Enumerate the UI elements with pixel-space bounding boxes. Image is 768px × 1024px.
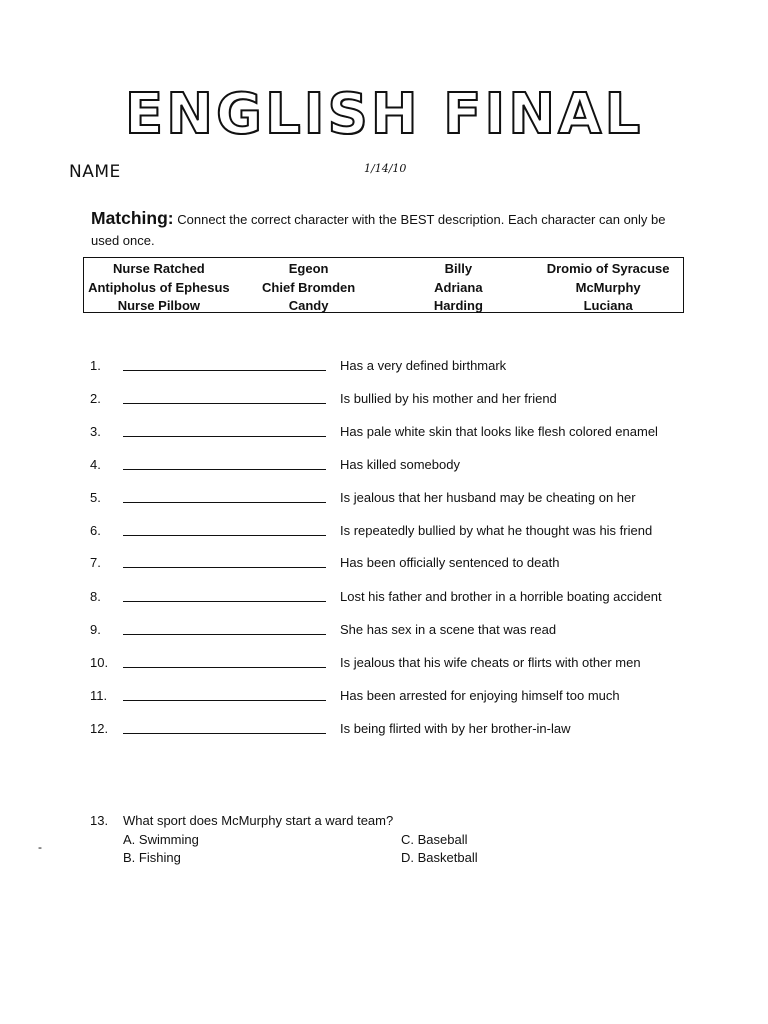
question-number: 8.: [90, 589, 101, 604]
word-bank-cell: Antipholus of Ephesus: [88, 279, 230, 295]
answer-blank[interactable]: [123, 469, 326, 470]
word-bank-cell: Candy: [288, 298, 329, 313]
word-bank-cell: Egeon: [288, 261, 329, 276]
option-a[interactable]: A. Swimming: [123, 832, 199, 847]
word-bank-cell: Harding: [433, 298, 483, 313]
word-bank: [83, 257, 684, 313]
answer-blank[interactable]: [123, 370, 326, 371]
word-bank-cell: Luciana: [583, 298, 633, 313]
stray-mark: -: [38, 840, 42, 854]
question-description: Has been arrested for enjoying himself too much: [340, 688, 620, 703]
date: 1/14/10: [364, 162, 407, 175]
option-c[interactable]: C. Baseball: [401, 832, 468, 847]
word-bank-cell: Adriana: [434, 279, 483, 295]
question-description: Has a very defined birthmark: [340, 358, 507, 373]
instructions: [91, 208, 691, 251]
answer-blank[interactable]: [123, 535, 326, 536]
question-number: 5.: [90, 490, 101, 505]
question-number: 6.: [90, 523, 101, 538]
question-description: She has sex in a scene that was read: [340, 622, 557, 637]
instructions-text: Connect the correct character with the BEST description. Each character can only be used once.: [91, 212, 666, 248]
answer-blank[interactable]: [123, 700, 326, 701]
option-b[interactable]: B. Fishing: [123, 850, 181, 865]
question-description: Lost his father and brother in a horrible boating accident: [340, 589, 662, 604]
question-description: Has been officially sentenced to death: [340, 555, 560, 570]
question-description: Has pale white skin that looks like flesh colored enamel: [340, 424, 658, 439]
question-number: 9.: [90, 622, 101, 637]
answer-blank[interactable]: [123, 667, 326, 668]
question-description: Is jealous that his wife cheats or flirts with other men: [340, 655, 641, 670]
question-description: Is being flirted with by her brother-in-law: [340, 721, 571, 736]
question-number: 3.: [90, 424, 101, 439]
question-description: Is repeatedly bullied by what he thought was his friend: [340, 523, 653, 538]
word-bank-cell: Dromio of Syracuse: [546, 261, 670, 276]
word-bank-cell: McMurphy: [575, 279, 641, 295]
question-number: 10.: [90, 655, 109, 670]
answer-blank[interactable]: [123, 436, 326, 437]
word-bank-row: [84, 260, 683, 279]
question-number: 4.: [90, 457, 101, 472]
word-bank-cell: Chief Bromden: [262, 279, 356, 295]
question-description: Is jealous that her husband may be cheating on her: [340, 490, 636, 505]
question-text: What sport does McMurphy start a ward team?: [123, 813, 394, 828]
answer-blank[interactable]: [123, 567, 326, 568]
question-number: 11.: [90, 688, 108, 703]
word-bank-table: [84, 260, 683, 316]
answer-blank[interactable]: [123, 733, 326, 734]
option-d[interactable]: D. Basketball: [401, 850, 478, 865]
answer-blank[interactable]: [123, 502, 326, 503]
question-number: 7.: [90, 555, 101, 570]
answer-blank[interactable]: [123, 601, 326, 602]
answer-blank[interactable]: [123, 403, 326, 404]
page-title: ENGLISH FINAL: [124, 82, 644, 147]
answer-blank[interactable]: [123, 634, 326, 635]
question-number: 12.: [90, 721, 109, 736]
word-bank-cell: Billy: [444, 261, 473, 276]
word-bank-cell: Nurse Ratched: [113, 261, 205, 276]
section-heading: Matching:: [91, 208, 174, 228]
question-description: Has killed somebody: [340, 457, 460, 472]
word-bank-row: [84, 297, 683, 316]
question-number: 2.: [90, 391, 101, 406]
name-label: NAME: [69, 162, 121, 182]
word-bank-cell: Nurse Pilbow: [117, 298, 201, 313]
word-bank-row: [84, 279, 683, 298]
question-number: 13.: [90, 813, 109, 828]
question-description: Is bullied by his mother and her friend: [340, 391, 557, 406]
question-number: 1.: [90, 358, 101, 373]
